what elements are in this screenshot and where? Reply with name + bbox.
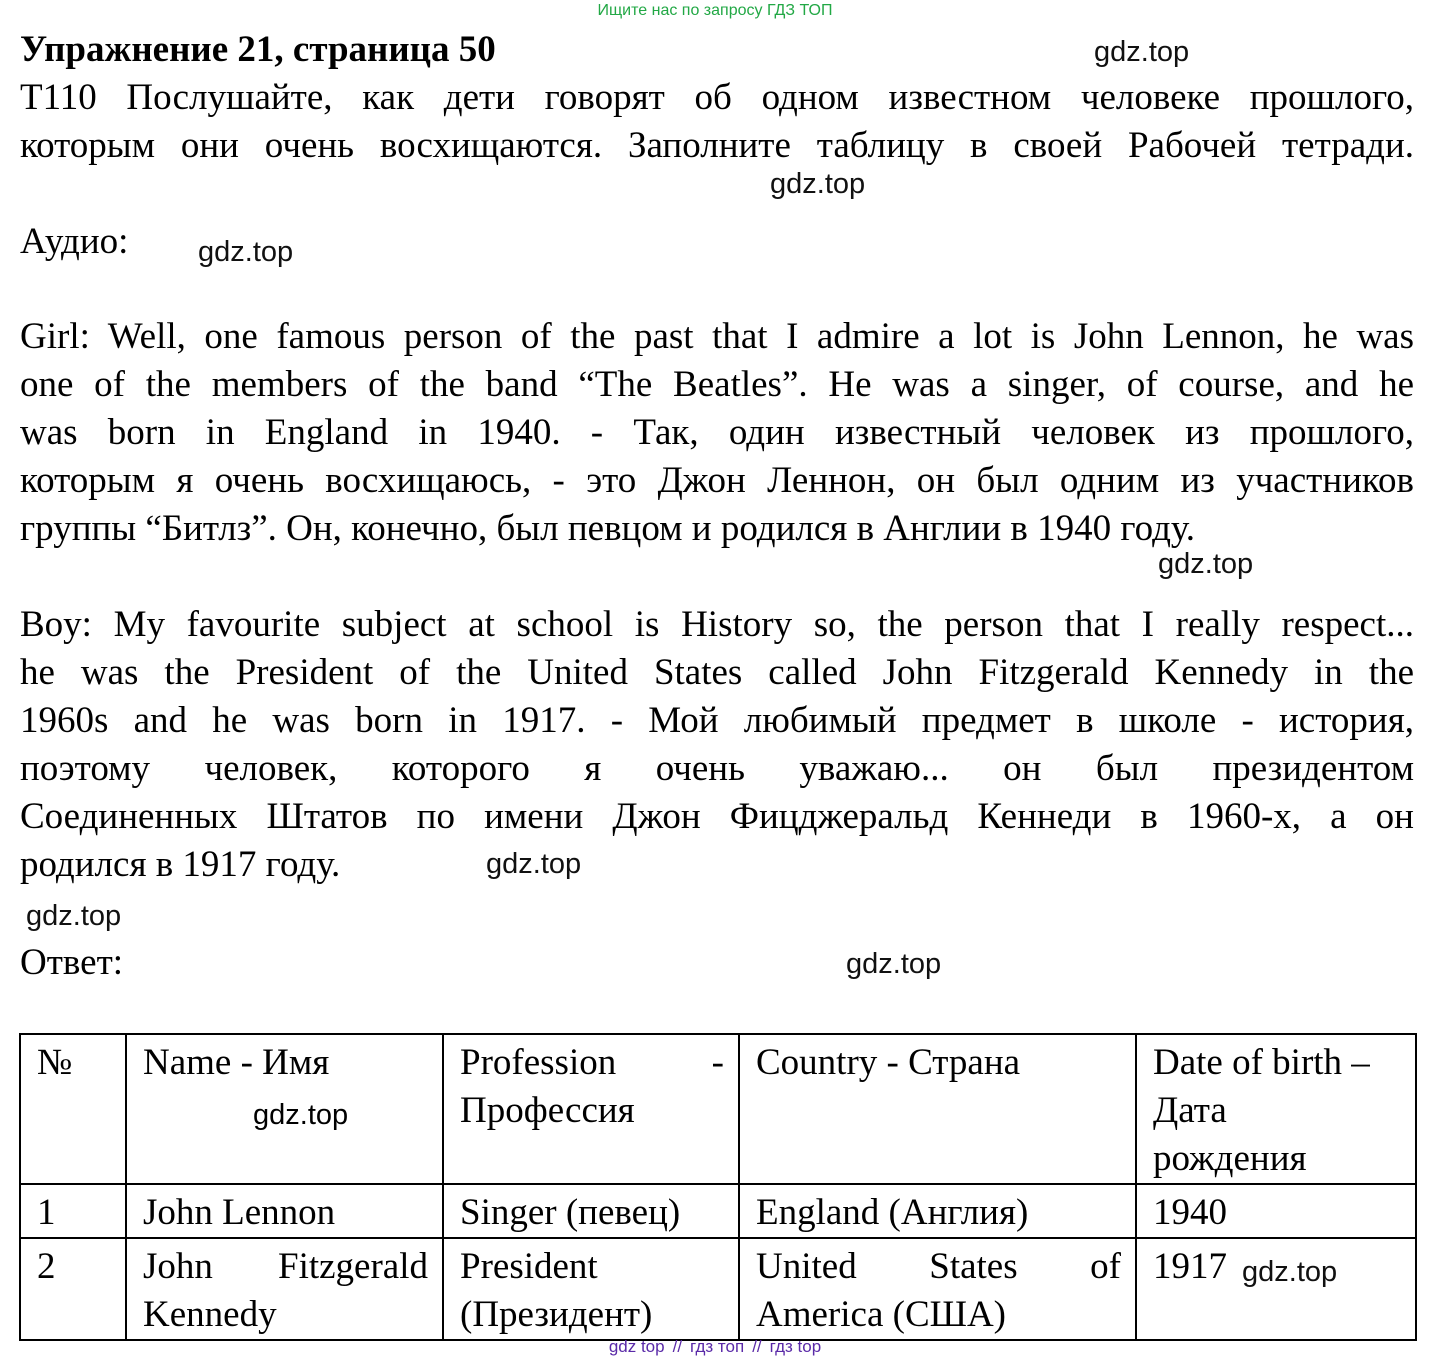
footer-link[interactable]: gdz top — [608, 1337, 665, 1356]
transcript-line: Girl: Well, one famous person of the past that I admire a lot is John Lennon, he was — [20, 316, 1414, 357]
header-name: Name - Имя gdz.top — [126, 1034, 443, 1184]
cell-num: 2 — [20, 1238, 126, 1340]
transcript-line: was born in England in 1940. - Так, один известный человек из прошлого, — [20, 412, 1414, 453]
transcript-line: родился в 1917 году. — [20, 844, 341, 885]
audio-label: Аудио: — [20, 221, 129, 262]
transcript-line: Boy: My favourite subject at school is History so, the person that I really respect... — [20, 604, 1414, 645]
header-profession: Profession - Профессия — [443, 1034, 739, 1184]
watermark: gdz.top — [770, 168, 866, 200]
watermark: gdz.top — [198, 236, 294, 268]
transcript-line: группы “Битлз”. Он, конечно, был певцом и родился в Англии в 1940 году. — [20, 508, 1195, 549]
header-dob: Date of birth – Дата рождения — [1136, 1034, 1416, 1184]
cell-country: United States of America (США) — [739, 1238, 1136, 1340]
cell-name: John Lennon — [126, 1184, 443, 1238]
cell-country: England (Англия) — [739, 1184, 1136, 1238]
watermark: gdz.top — [1094, 36, 1190, 68]
table-row — [20, 1184, 1416, 1238]
cell-dob: 1940 — [1136, 1184, 1416, 1238]
top-banner[interactable]: Ищите нас по запросу ГДЗ ТОП — [597, 2, 833, 19]
header-country: Country - Страна — [739, 1034, 1136, 1184]
transcript-line: поэтому человек, которого я очень уважаю... он был президентом — [20, 748, 1414, 789]
footer-link[interactable]: гдз top — [769, 1337, 822, 1356]
answer-table — [19, 1033, 1417, 1341]
footer-link[interactable]: гдз топ — [690, 1337, 745, 1356]
cell-name: John Fitzgerald Kennedy — [126, 1238, 443, 1340]
footer-separator: // — [672, 1337, 683, 1356]
transcript-line: Соединенных Штатов по имени Джон Фицджеральд Кеннеди в 1960-х, а он — [20, 796, 1414, 837]
footer-links — [0, 1337, 1430, 1357]
answer-label: Ответ: — [20, 942, 124, 983]
watermark: gdz.top — [253, 1099, 349, 1131]
table-row — [20, 1238, 1416, 1340]
cell-profession: President (Президент) — [443, 1238, 739, 1340]
transcript-line: 1960s and he was born in 1917. - Мой любимый предмет в школе - история, — [20, 700, 1414, 741]
cell-num: 1 — [20, 1184, 126, 1238]
task-line: T110 Послушайте, как дети говорят об одном известном человеке прошлого, — [20, 77, 1414, 118]
header-num: № — [20, 1034, 126, 1184]
watermark: gdz.top — [1242, 1256, 1338, 1288]
transcript-line: которым я очень восхищаюсь, - это Джон Леннон, он был одним из участников — [20, 460, 1414, 501]
footer-separator: // — [752, 1337, 762, 1356]
cell-profession: Singer (певец) — [443, 1184, 739, 1238]
transcript-line: he was the President of the United States called John Fitzgerald Kennedy in the — [20, 652, 1414, 693]
watermark: gdz.top — [486, 848, 582, 880]
watermark: gdz.top — [846, 948, 942, 980]
page-title: Упражнение 21, страница 50 — [20, 29, 496, 70]
watermark: gdz.top — [26, 900, 122, 932]
transcript-line: one of the members of the band “The Beatles”. He was a singer, of course, and he — [20, 364, 1414, 405]
cell-dob: 1917 — [1136, 1238, 1416, 1340]
task-line: которым они очень восхищаются. Заполните таблицу в своей Рабочей тетради. — [20, 125, 1414, 166]
watermark: gdz.top — [1158, 548, 1254, 580]
table-header-row — [20, 1034, 1416, 1184]
